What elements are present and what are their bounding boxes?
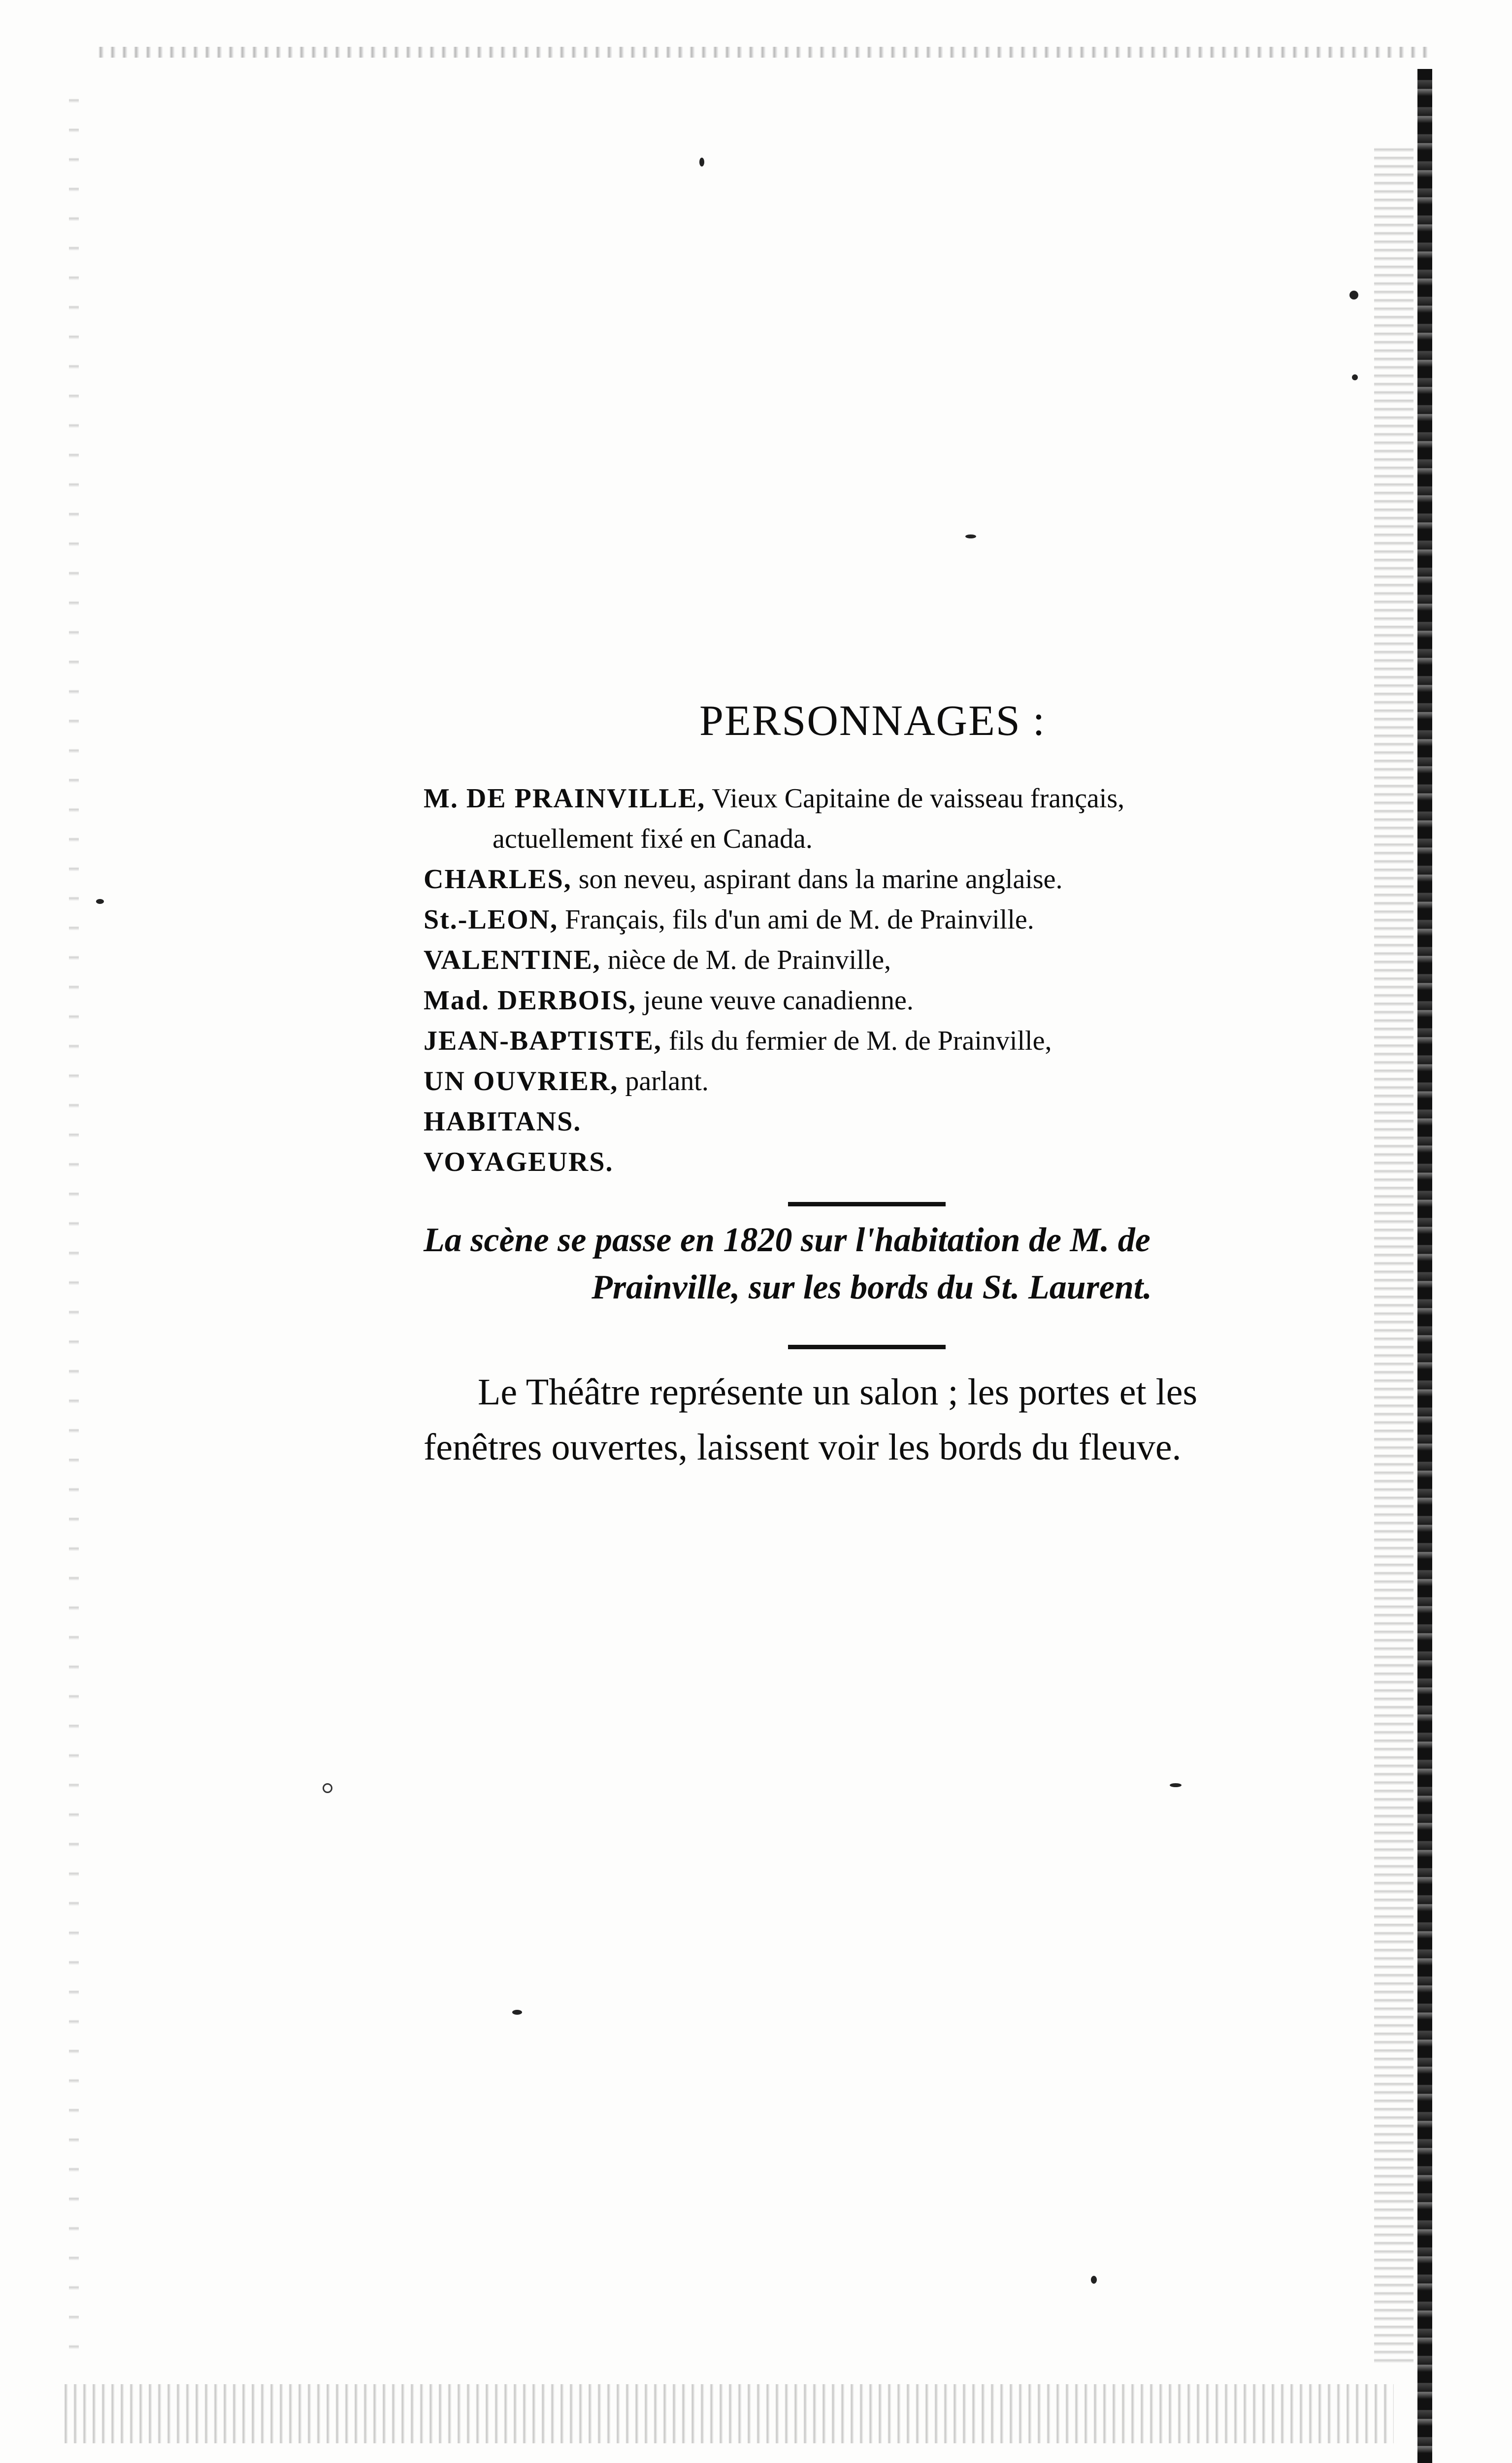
scan-speck	[1349, 291, 1358, 300]
character-description: son neveu, aspirant dans la marine anglaise.	[578, 864, 1063, 895]
cast-entry	[424, 1142, 1320, 1182]
stage-setting-line: fenêtres ouvertes, laissent voir les bords du fleuve.	[424, 1427, 1182, 1468]
character-name: VOYAGEURS.	[424, 1147, 614, 1177]
character-description: actuellement fixé en Canada.	[493, 824, 813, 854]
character-description: nièce de M. de Prainville,	[607, 945, 891, 975]
page-edge-top	[99, 47, 1428, 58]
page-title: PERSONNAGES :	[699, 697, 1046, 745]
scene-note-line: La scène se passe en 1820 sur l'habitation de M. de	[424, 1221, 1150, 1259]
stage-setting-line: Le Théâtre représente un salon ; les portes et les	[478, 1371, 1198, 1413]
character-name: Mad. DERBOIS,	[424, 985, 637, 1016]
cast-entry	[424, 859, 1320, 899]
character-name: HABITANS.	[424, 1106, 582, 1137]
scene-note-line: Prainville, sur les bords du St. Laurent.	[592, 1268, 1152, 1306]
scan-speck	[1170, 1783, 1182, 1787]
cast-entry	[424, 1061, 1320, 1101]
scan-speck	[1091, 2276, 1097, 2284]
page-edge-left	[69, 99, 79, 2364]
character-description: Vieux Capitaine de vaisseau français,	[712, 783, 1125, 814]
page-edge-shadow	[1374, 148, 1413, 2364]
cast-list	[424, 778, 1320, 1182]
scan-speck	[512, 2010, 522, 2015]
cast-entry	[424, 819, 1320, 859]
cast-entry	[424, 980, 1320, 1021]
cast-entry	[424, 1021, 1320, 1061]
stage-setting	[424, 1365, 1320, 1475]
character-description: Français, fils d'un ami de M. de Prainville.	[565, 904, 1034, 935]
character-name: VALENTINE,	[424, 945, 601, 975]
scan-speck	[965, 534, 976, 538]
divider-rule	[788, 1345, 946, 1349]
scan-speck	[96, 899, 104, 904]
scene-note	[424, 1217, 1320, 1311]
character-description: fils du fermier de M. de Prainville,	[668, 1026, 1052, 1056]
scan-speck	[699, 158, 704, 166]
scan-speck	[323, 1783, 332, 1793]
cast-entry	[424, 940, 1320, 980]
page-edge-right	[1417, 69, 1432, 2463]
character-name: St.-LEON,	[424, 904, 559, 935]
character-name: CHARLES,	[424, 864, 572, 895]
cast-entry	[424, 1101, 1320, 1142]
scan-speck	[1352, 374, 1358, 380]
character-name: JEAN-BAPTISTE,	[424, 1026, 662, 1056]
character-name: UN OUVRIER,	[424, 1066, 619, 1097]
cast-entry	[424, 778, 1320, 819]
character-description: parlant.	[625, 1066, 709, 1097]
divider-rule	[788, 1202, 946, 1206]
character-description: jeune veuve canadienne.	[643, 985, 914, 1016]
page-edge-bottom	[64, 2384, 1394, 2443]
cast-entry	[424, 899, 1320, 940]
character-name: M. DE PRAINVILLE,	[424, 783, 706, 814]
